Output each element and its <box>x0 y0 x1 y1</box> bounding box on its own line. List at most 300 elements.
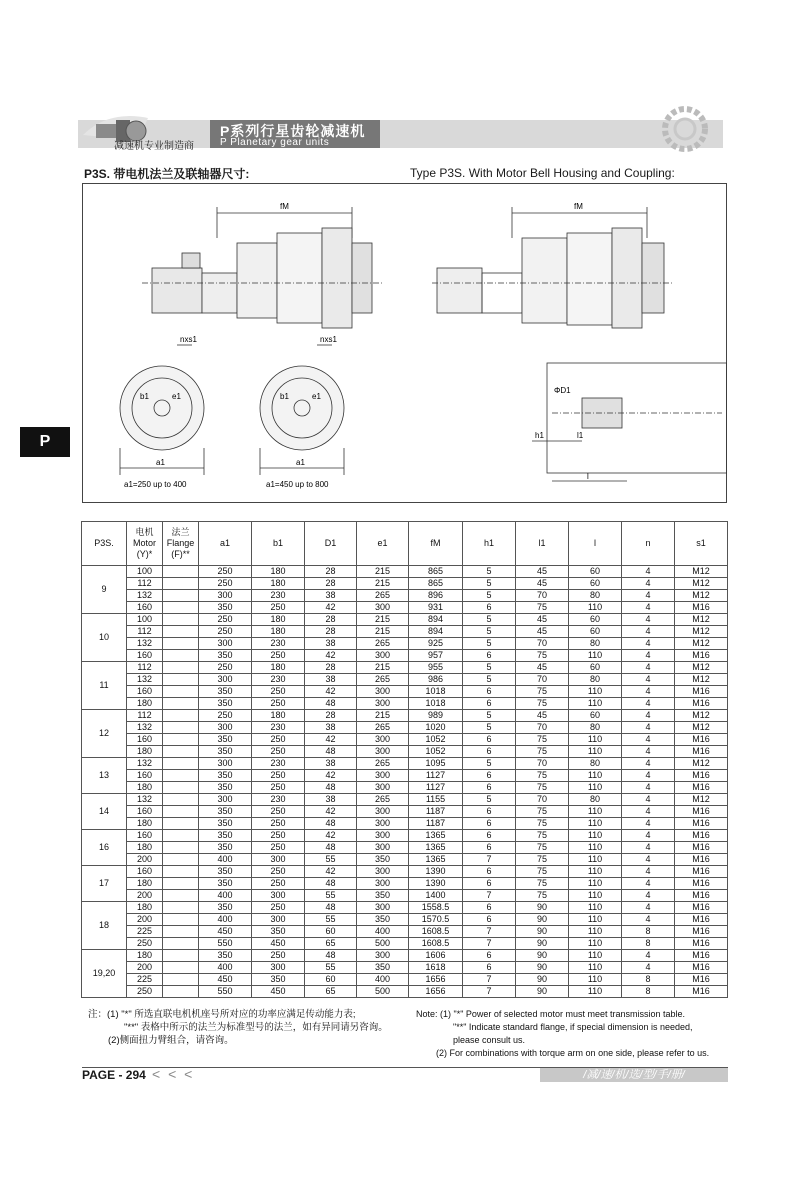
column-header: n <box>622 522 675 566</box>
column-header: b1 <box>252 522 305 566</box>
table-cell: 110 <box>569 914 622 926</box>
size-cell: 17 <box>82 866 127 902</box>
table-cell: 300 <box>199 722 252 734</box>
table-cell: 160 <box>127 866 163 878</box>
table-cell: 75 <box>516 806 569 818</box>
header-subtitle: 减速机专业制造商 <box>114 141 194 152</box>
table-cell: 112 <box>127 626 163 638</box>
table-cell: 110 <box>569 734 622 746</box>
table-cell: 110 <box>569 806 622 818</box>
table-cell: 48 <box>305 902 357 914</box>
table-cell: 110 <box>569 926 622 938</box>
table-row <box>82 698 728 710</box>
page-number: PAGE - 294 <box>82 1068 146 1082</box>
table-cell: M12 <box>675 758 728 770</box>
table-cell: 100 <box>127 614 163 626</box>
table-cell: 132 <box>127 794 163 806</box>
table-cell: 48 <box>305 818 357 830</box>
table-cell: 5 <box>463 662 516 674</box>
table-cell: M16 <box>675 866 728 878</box>
table-row <box>82 842 728 854</box>
b1-label-left: b1 <box>140 392 149 401</box>
table-cell: 110 <box>569 698 622 710</box>
table-cell: 75 <box>516 818 569 830</box>
table-cell: 80 <box>569 794 622 806</box>
table-cell: 1558.5 <box>409 902 463 914</box>
table-cell: 38 <box>305 758 357 770</box>
table-cell: 250 <box>252 650 305 662</box>
size-cell: 19,20 <box>82 950 127 998</box>
section-title-en: Type P3S. With Motor Bell Housing and Coupling: <box>410 166 675 180</box>
table-cell: 265 <box>357 722 409 734</box>
table-cell: 65 <box>305 938 357 950</box>
flange-cell <box>163 602 199 614</box>
table-cell: 215 <box>357 614 409 626</box>
table-cell: 4 <box>622 854 675 866</box>
size-cell: 16 <box>82 830 127 866</box>
table-cell: 6 <box>463 830 516 842</box>
table-cell: 180 <box>127 902 163 914</box>
table-cell: 100 <box>127 566 163 578</box>
table-cell: 215 <box>357 626 409 638</box>
table-cell: 350 <box>199 866 252 878</box>
flange-cell <box>163 902 199 914</box>
table-cell: 8 <box>622 986 675 998</box>
table-row <box>82 794 728 806</box>
table-cell: 250 <box>252 602 305 614</box>
table-cell: 200 <box>127 890 163 902</box>
note-cn-2: "**" 表格中所示的法兰为标准型号的法兰，如有异同请另咨询。 <box>124 1022 388 1033</box>
dimension-table <box>81 521 728 998</box>
table-cell: M12 <box>675 794 728 806</box>
table-cell: 7 <box>463 974 516 986</box>
table-cell: 1608.5 <box>409 938 463 950</box>
table-row <box>82 638 728 650</box>
flange-cell <box>163 986 199 998</box>
table-cell: 110 <box>569 866 622 878</box>
table-cell: 350 <box>199 746 252 758</box>
table-cell: 4 <box>622 650 675 662</box>
table-cell: 4 <box>622 578 675 590</box>
table-cell: 132 <box>127 758 163 770</box>
table-cell: 230 <box>252 590 305 602</box>
table-cell: 80 <box>569 722 622 734</box>
table-body <box>82 566 728 998</box>
table-cell: 4 <box>622 638 675 650</box>
table-cell: 1365 <box>409 842 463 854</box>
table-cell: 75 <box>516 782 569 794</box>
table-row <box>82 650 728 662</box>
table-cell: 200 <box>127 962 163 974</box>
table-cell: 250 <box>252 686 305 698</box>
table-cell: 70 <box>516 758 569 770</box>
table-cell: 60 <box>569 626 622 638</box>
table-cell: 5 <box>463 710 516 722</box>
table-cell: 75 <box>516 698 569 710</box>
table-cell: 28 <box>305 578 357 590</box>
header-title-cn: P系列行星齿轮减速机 <box>220 123 366 139</box>
table-cell: 300 <box>357 734 409 746</box>
table-cell: 300 <box>357 746 409 758</box>
flange-cell <box>163 722 199 734</box>
table-cell: 7 <box>463 854 516 866</box>
table-cell: 75 <box>516 602 569 614</box>
flange-cell <box>163 710 199 722</box>
table-cell: 230 <box>252 674 305 686</box>
table-cell: 1187 <box>409 818 463 830</box>
table-cell: 110 <box>569 962 622 974</box>
table-cell: 110 <box>569 818 622 830</box>
table-row <box>82 818 728 830</box>
note-en-2: "**" Indicate standard flange, if special dimension is needed, <box>453 1022 693 1032</box>
table-cell: 1606 <box>409 950 463 962</box>
table-cell: 5 <box>463 758 516 770</box>
table-cell: M16 <box>675 926 728 938</box>
table-cell: 6 <box>463 914 516 926</box>
table-cell: 48 <box>305 698 357 710</box>
table-cell: M16 <box>675 818 728 830</box>
table-cell: M16 <box>675 686 728 698</box>
section-tab: P <box>20 427 70 457</box>
header-title-en: P Planetary gear units <box>220 137 330 148</box>
table-cell: 215 <box>357 662 409 674</box>
table-cell: 300 <box>199 638 252 650</box>
table-cell: 55 <box>305 890 357 902</box>
flange-cell <box>163 938 199 950</box>
table-cell: 70 <box>516 638 569 650</box>
table-row <box>82 590 728 602</box>
table-cell: 300 <box>252 890 305 902</box>
table-cell: 4 <box>622 566 675 578</box>
table-cell: 300 <box>357 818 409 830</box>
table-cell: 225 <box>127 974 163 986</box>
table-cell: 112 <box>127 578 163 590</box>
table-cell: M16 <box>675 938 728 950</box>
size-cell: 12 <box>82 710 127 758</box>
table-cell: 180 <box>252 710 305 722</box>
table-cell: 250 <box>199 710 252 722</box>
table-cell: 1656 <box>409 986 463 998</box>
table-cell: 250 <box>252 842 305 854</box>
flange-cell <box>163 794 199 806</box>
table-cell: 1127 <box>409 770 463 782</box>
note-cn-1: 注：(1) "*" 所选直联电机机座号所对应的功率应满足传动能力表; <box>88 1009 356 1020</box>
table-row <box>82 914 728 926</box>
table-cell: 80 <box>569 758 622 770</box>
column-header: s1 <box>675 522 728 566</box>
table-cell: 42 <box>305 830 357 842</box>
table-cell: 90 <box>516 914 569 926</box>
table-cell: M12 <box>675 590 728 602</box>
table-cell: 250 <box>252 866 305 878</box>
table-cell: 60 <box>569 566 622 578</box>
table-cell: 90 <box>516 950 569 962</box>
table-cell: 75 <box>516 878 569 890</box>
table-cell: 1020 <box>409 722 463 734</box>
table-cell: 110 <box>569 842 622 854</box>
table-cell: 60 <box>569 614 622 626</box>
table-cell: M16 <box>675 782 728 794</box>
table-cell: 38 <box>305 674 357 686</box>
table-cell: 250 <box>252 830 305 842</box>
flange-cell <box>163 914 199 926</box>
table-cell: 1390 <box>409 866 463 878</box>
table-cell: 4 <box>622 722 675 734</box>
table-cell: 894 <box>409 626 463 638</box>
flange-cell <box>163 674 199 686</box>
table-cell: 90 <box>516 986 569 998</box>
table-cell: 180 <box>252 566 305 578</box>
nxs1-label-left: nxs1 <box>180 335 197 344</box>
table-cell: 48 <box>305 842 357 854</box>
table-cell: 110 <box>569 878 622 890</box>
table-cell: 180 <box>127 878 163 890</box>
table-cell: 4 <box>622 962 675 974</box>
table-cell: 160 <box>127 770 163 782</box>
table-cell: 75 <box>516 854 569 866</box>
flange-cell <box>163 974 199 986</box>
l-label: l <box>587 472 589 481</box>
table-cell: 110 <box>569 782 622 794</box>
table-cell: 250 <box>127 986 163 998</box>
table-cell: 350 <box>199 842 252 854</box>
table-cell: 350 <box>199 878 252 890</box>
table-row <box>82 986 728 998</box>
table-cell: 230 <box>252 758 305 770</box>
table-cell: 925 <box>409 638 463 650</box>
table-cell: 1052 <box>409 734 463 746</box>
table-cell: 75 <box>516 686 569 698</box>
table-cell: M16 <box>675 806 728 818</box>
l1-label: l1 <box>577 431 584 440</box>
table-cell: 300 <box>357 806 409 818</box>
table-cell: 300 <box>199 674 252 686</box>
table-cell: 6 <box>463 602 516 614</box>
table-cell: 215 <box>357 578 409 590</box>
flange-cell <box>163 758 199 770</box>
table-cell: 4 <box>622 950 675 962</box>
table-row <box>82 926 728 938</box>
table-cell: 550 <box>199 938 252 950</box>
table-cell: 350 <box>199 806 252 818</box>
table-cell: 110 <box>569 974 622 986</box>
table-cell: 350 <box>199 830 252 842</box>
table-cell: M16 <box>675 746 728 758</box>
table-cell: 300 <box>357 902 409 914</box>
table-cell: 6 <box>463 650 516 662</box>
table-cell: M16 <box>675 854 728 866</box>
table-header-row <box>82 522 728 566</box>
a1-label-right: a1 <box>296 458 305 467</box>
table-cell: 1570.5 <box>409 914 463 926</box>
table-cell: 1052 <box>409 746 463 758</box>
table-cell: 75 <box>516 866 569 878</box>
table-cell: 350 <box>199 650 252 662</box>
table-cell: 400 <box>357 974 409 986</box>
table-cell: 4 <box>622 674 675 686</box>
notes-en <box>416 1008 728 1060</box>
table-cell: 160 <box>127 734 163 746</box>
table-row <box>82 902 728 914</box>
table-cell: 4 <box>622 626 675 638</box>
table-cell: 300 <box>252 854 305 866</box>
table-cell: 38 <box>305 590 357 602</box>
table-cell: 4 <box>622 734 675 746</box>
table-cell: 896 <box>409 590 463 602</box>
table-cell: 1608.5 <box>409 926 463 938</box>
table-cell: 931 <box>409 602 463 614</box>
table-cell: 250 <box>252 878 305 890</box>
table-cell: 60 <box>569 710 622 722</box>
table-cell: 1656 <box>409 974 463 986</box>
table-cell: 75 <box>516 830 569 842</box>
table-cell: M12 <box>675 566 728 578</box>
column-header: 法兰 Flange (F)** <box>163 522 199 566</box>
table-cell: 80 <box>569 674 622 686</box>
table-cell: 300 <box>357 842 409 854</box>
table-cell: 7 <box>463 986 516 998</box>
table-cell: 6 <box>463 806 516 818</box>
column-header: a1 <box>199 522 252 566</box>
e1-label-left: e1 <box>172 392 181 401</box>
flange-cell <box>163 926 199 938</box>
table-cell: 6 <box>463 818 516 830</box>
table-cell: 1127 <box>409 782 463 794</box>
table-cell: 230 <box>252 794 305 806</box>
table-cell: 265 <box>357 794 409 806</box>
table-cell: 230 <box>252 638 305 650</box>
table-cell: 110 <box>569 650 622 662</box>
table-cell: 42 <box>305 686 357 698</box>
flange-cell <box>163 686 199 698</box>
flange-cell <box>163 650 199 662</box>
flange-cell <box>163 614 199 626</box>
table-cell: 350 <box>199 950 252 962</box>
table-cell: 4 <box>622 602 675 614</box>
size-cell: 10 <box>82 614 127 662</box>
table-cell: M16 <box>675 950 728 962</box>
table-row <box>82 950 728 962</box>
table-cell: 300 <box>357 602 409 614</box>
a1-note-left: a1=250 up to 400 <box>124 480 187 489</box>
table-row <box>82 746 728 758</box>
table-cell: 48 <box>305 950 357 962</box>
table-cell: 110 <box>569 902 622 914</box>
table-cell: 4 <box>622 662 675 674</box>
table-row <box>82 614 728 626</box>
table-cell: 300 <box>357 950 409 962</box>
column-header: D1 <box>305 522 357 566</box>
table-cell: 250 <box>199 626 252 638</box>
table-cell: 160 <box>127 830 163 842</box>
table-cell: 55 <box>305 914 357 926</box>
table-cell: 865 <box>409 578 463 590</box>
table-cell: 90 <box>516 926 569 938</box>
table-cell: 350 <box>199 902 252 914</box>
table-cell: 6 <box>463 746 516 758</box>
table-cell: 215 <box>357 710 409 722</box>
table-cell: 5 <box>463 722 516 734</box>
table-cell: 180 <box>252 614 305 626</box>
table-cell: 48 <box>305 878 357 890</box>
table-cell: M12 <box>675 578 728 590</box>
table-cell: 350 <box>199 782 252 794</box>
table-cell: 250 <box>252 902 305 914</box>
size-cell: 18 <box>82 902 127 950</box>
table-cell: 350 <box>357 962 409 974</box>
table-cell: 894 <box>409 614 463 626</box>
table-cell: 4 <box>622 794 675 806</box>
table-cell: 350 <box>357 854 409 866</box>
flange-cell <box>163 866 199 878</box>
table-cell: M12 <box>675 722 728 734</box>
table-cell: M16 <box>675 650 728 662</box>
table-cell: 132 <box>127 638 163 650</box>
column-header: l <box>569 522 622 566</box>
table-cell: M12 <box>675 662 728 674</box>
table-cell: 215 <box>357 566 409 578</box>
table-row <box>82 878 728 890</box>
table-cell: 4 <box>622 758 675 770</box>
table-cell: 7 <box>463 938 516 950</box>
table-cell: 110 <box>569 854 622 866</box>
table-row <box>82 962 728 974</box>
flange-cell <box>163 734 199 746</box>
table-cell: 350 <box>357 914 409 926</box>
table-cell: 300 <box>199 758 252 770</box>
table-cell: 250 <box>199 614 252 626</box>
table-cell: 300 <box>252 914 305 926</box>
table-cell: 55 <box>305 854 357 866</box>
table-cell: M16 <box>675 914 728 926</box>
flange-cell <box>163 782 199 794</box>
table-cell: 4 <box>622 818 675 830</box>
table-cell: 6 <box>463 902 516 914</box>
table-cell: 250 <box>252 746 305 758</box>
table-cell: 28 <box>305 662 357 674</box>
table-cell: 400 <box>199 962 252 974</box>
table-cell: 28 <box>305 626 357 638</box>
table-cell: 1400 <box>409 890 463 902</box>
table-cell: 90 <box>516 938 569 950</box>
table-cell: 1365 <box>409 830 463 842</box>
table-cell: 300 <box>199 794 252 806</box>
table-cell: 110 <box>569 770 622 782</box>
table-cell: 300 <box>357 878 409 890</box>
table-cell: 6 <box>463 962 516 974</box>
flange-cell <box>163 578 199 590</box>
flange-cell <box>163 842 199 854</box>
table-cell: 4 <box>622 770 675 782</box>
table-cell: 132 <box>127 674 163 686</box>
table-cell: 265 <box>357 758 409 770</box>
note-en-3: please consult us. <box>453 1035 526 1045</box>
table-cell: 180 <box>252 626 305 638</box>
table-cell: 6 <box>463 866 516 878</box>
note-en-4: (2) For combinations with torque arm on one side, please refer to us. <box>436 1048 710 1058</box>
table-cell: 6 <box>463 686 516 698</box>
table-cell: 400 <box>357 926 409 938</box>
table-cell: M16 <box>675 830 728 842</box>
table-cell: 300 <box>357 770 409 782</box>
table-cell: 4 <box>622 878 675 890</box>
table-cell: 4 <box>622 782 675 794</box>
table-cell: 8 <box>622 974 675 986</box>
table-cell: 250 <box>199 578 252 590</box>
table-cell: 955 <box>409 662 463 674</box>
table-cell: 350 <box>357 890 409 902</box>
table-cell: 1018 <box>409 698 463 710</box>
